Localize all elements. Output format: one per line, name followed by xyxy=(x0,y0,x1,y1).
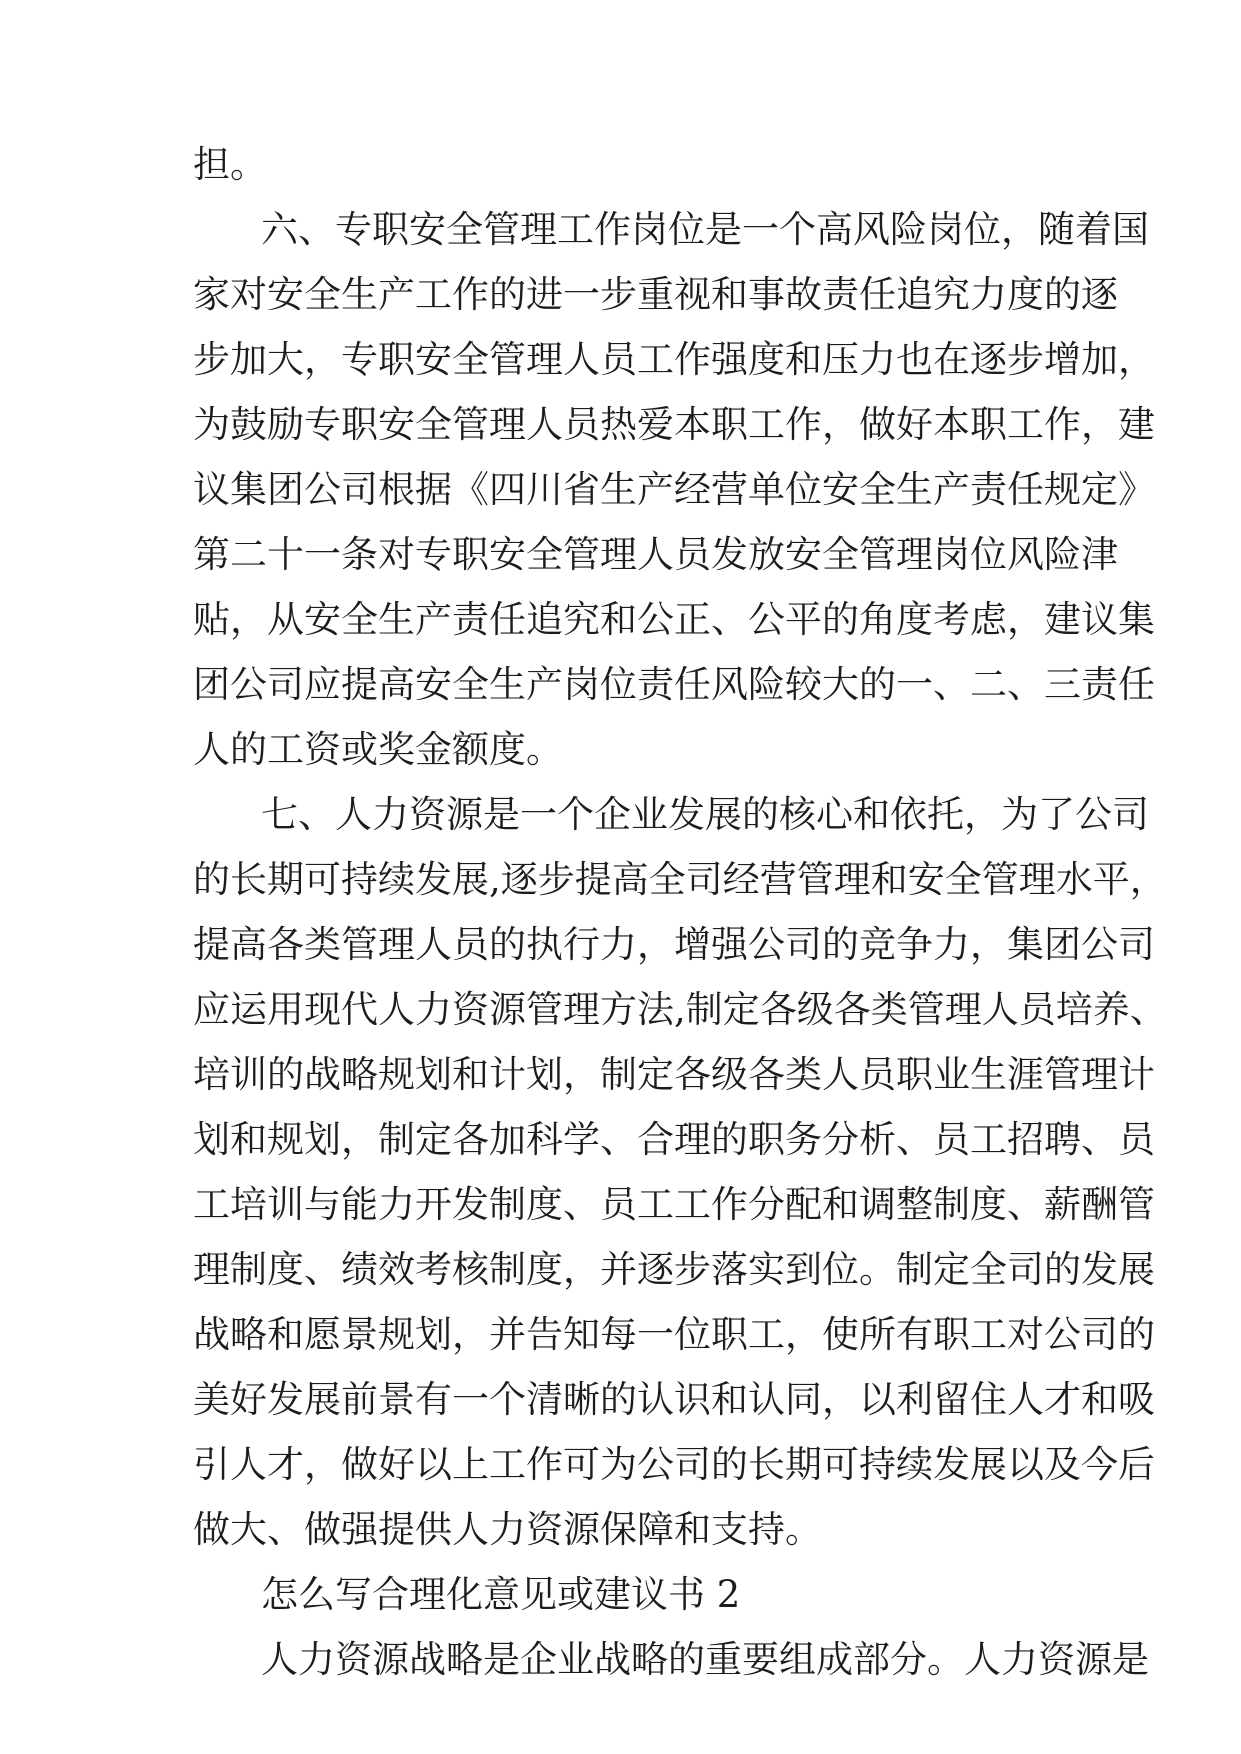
text-line: 工培训与能力开发制度、员工工作分配和调整制度、薪酬管 xyxy=(193,1183,1155,1226)
text-line: 家对安全生产工作的进一步重视和事故责任追究力度的逐 xyxy=(193,273,1118,316)
text-line: 担。 xyxy=(193,143,267,186)
text-line: 步加大，专职安全管理人员工作强度和压力也在逐步增加， xyxy=(193,338,1155,381)
text-line: 应运用现代人力资源管理方法,制定各级各类管理人员培养、 xyxy=(193,988,1167,1031)
paragraph-six-heading-line: 六、专职安全管理工作岗位是一个高风险岗位，随着国 xyxy=(261,208,1149,251)
paragraph-seven-heading-line: 七、人力资源是一个企业发展的核心和依托，为了公司 xyxy=(261,793,1149,836)
text-line: 提高各类管理人员的执行力，增强公司的竞争力，集团公司 xyxy=(193,923,1155,966)
text-line: 培训的战略规划和计划，制定各级各类人员职业生涯管理计 xyxy=(193,1053,1155,1096)
text-line: 战略和愿景规划，并告知每一位职工，使所有职工对公司的 xyxy=(193,1313,1155,1356)
text-line: 议集团公司根据《四川省生产经营单位安全生产责任规定》 xyxy=(193,468,1155,511)
text-line: 第二十一条对专职安全管理人员发放安全管理岗位风险津 xyxy=(193,533,1118,576)
text-line: 的长期可持续发展,逐步提高全司经营管理和安全管理水平， xyxy=(193,858,1167,901)
text-line: 为鼓励专职安全管理人员热爱本职工作，做好本职工作，建 xyxy=(193,403,1155,446)
text-line: 人力资源战略是企业战略的重要组成部分。人力资源是 xyxy=(261,1638,1149,1681)
section-title: 怎么写合理化意见或建议书 2 xyxy=(261,1573,741,1616)
text-line: 贴，从安全生产责任追究和公正、公平的角度考虑，建议集 xyxy=(193,598,1155,641)
text-line: 团公司应提高安全生产岗位责任风险较大的一、二、三责任 xyxy=(193,663,1155,706)
text-line: 美好发展前景有一个清晰的认识和认同，以利留住人才和吸 xyxy=(193,1378,1155,1421)
text-line: 划和规划，制定各加科学、合理的职务分析、员工招聘、员 xyxy=(193,1118,1155,1161)
text-line: 引人才，做好以上工作可为公司的长期可持续发展以及今后 xyxy=(193,1443,1155,1486)
text-line: 做大、做强提供人力资源保障和支持。 xyxy=(193,1508,822,1551)
text-line: 理制度、绩效考核制度，并逐步落实到位。制定全司的发展 xyxy=(193,1248,1155,1291)
text-line: 人的工资或奖金额度。 xyxy=(193,728,563,771)
